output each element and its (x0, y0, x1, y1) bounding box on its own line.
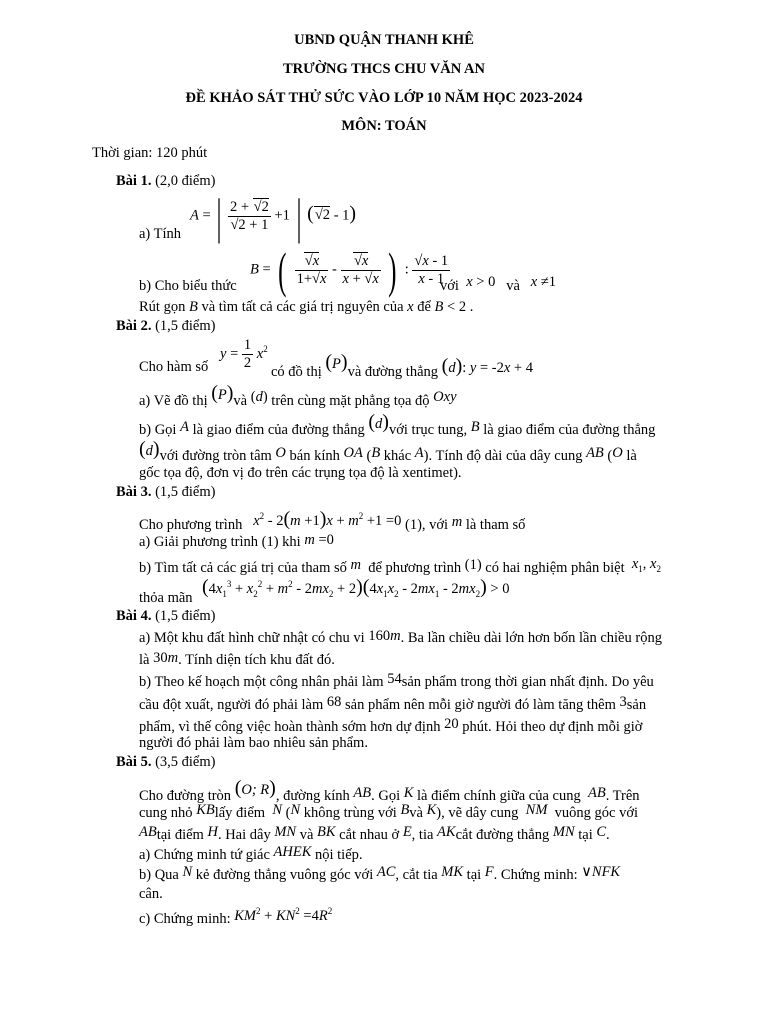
bai5-a: a) Chứng minh tứ giác AHEK nội tiếp. (139, 844, 363, 863)
bai1-condition: với x > 0 và x ≠1 (440, 274, 557, 294)
bai2-line1: Cho hàm số (139, 359, 209, 375)
bai1-heading: Bài 1. (2,0 điểm) (116, 173, 216, 189)
bai1-expression-B: B = ( $\frac{√x}{1+√x}$ - $\frac{√x}{x + √x}$ ) : $\frac{√x - 1}{x - 1}$ (250, 242, 449, 298)
bai5-line2: cung nhỏ KBlấy điểm N (N không trùng với Bvà K), vẽ dây cung NM vuông góc với (139, 802, 639, 821)
bai3-heading: Bài 3. (1,5 điểm) (116, 484, 216, 500)
bai2-heading: Bài 2. (1,5 điểm) (116, 318, 216, 334)
bai4-a-line1: a) Một khu đất hình chữ nhật có chu vi 160m. Ba lần chiều dài lớn hơn bốn lần chiều rộng (139, 628, 662, 646)
bai1-expression-A: A = | $\frac{2 + √2}{√2 + 1}$ +1 | (√2 - 1) (190, 188, 357, 244)
bai5-line3: ABtại điểm H. Hai dây MN và BK cắt nhau ở E, tia AKcắt đường thẳng MN tại C. (139, 824, 610, 843)
exam-title: ĐỀ KHẢO SÁT THỬ SỨC VÀO LỚP 10 NĂM HỌC 2023-2024 (185, 90, 583, 106)
bai5-heading: Bài 5. (3,5 điểm) (116, 754, 216, 770)
bai2-d: gốc tọa độ, đơn vị đo trên các trụng tọa độ là xentimet). (139, 465, 462, 481)
bai1-b-text: b) Cho biểu thức (139, 278, 237, 294)
bai4-b-line2: cầu đột xuất, người đó phải làm 68 sản phẩm nên mỗi giờ người đó làm tăng thêm 3sản (139, 694, 647, 713)
bai3-condition: $(4x_1^3 + x_2^2 + m^2 - 2mx_2 + 2)(4x_1x_2 - 2mx_1 - 2mx_2) > 0$ (202, 576, 510, 599)
bai2-b: b) Gọi A là giao điểm của đường thẳng (d)với trục tung, B là giao điểm của đường thẳng (139, 411, 656, 438)
bai5-b-line2: cân. (139, 886, 163, 902)
bai2-function: y = $\frac{1}{2}$ $x^2$ (220, 337, 268, 371)
bai2-a: a) Vẽ đồ thị (P)và (d) trên cùng mặt phẳng tọa độ Oxy (139, 382, 457, 409)
bai2-c: (d)với đường tròn tâm O bán kính OA (B khác A). Tính độ dài của dây cung AB (O là (139, 438, 637, 464)
bai1-rut-gon: Rút gọn B và tìm tất cả các giá trị nguyên của x để B < 2 . (139, 299, 474, 315)
bai5-b-line1: b) Qua N kẻ đường thẳng vuông góc với AC, cắt tia MK tại F. Chứng minh: ∨NFK (139, 864, 621, 883)
bai4-b-line1: b) Theo kế hoạch một công nhân phải làm 54sản phẩm trong thời gian nhất định. Do yêu (139, 671, 654, 690)
bai3-a: a) Giải phương trình (1) khi m =0 (139, 532, 334, 550)
exam-time: Thời gian: 120 phút (92, 145, 208, 161)
header-org: UBND QUẬN THANH KHÊ (294, 32, 474, 48)
bai4-b-line3: phẩm, vì thế công việc hoàn thành sớm hơn dự định 20 phút. Hỏi theo dự định mỗi giờ (139, 716, 643, 735)
bai2-line1b: có đồ thị (P)và đường thẳng (d): y = -2x + 4 (271, 351, 533, 380)
bai3-line1: Cho phương trình $x^2 - 2(m +1)x + m^2 +1 =0$ (1), với m là tham số (139, 508, 526, 533)
bai1-a-text: a) Tính (139, 226, 182, 242)
bai3-c: thỏa mãn (139, 590, 193, 606)
bai3-b: b) Tìm tất cả các giá trị của tham số m để phương trình (1) có hai nghiệm phân biệt $x_1$, $x_2$ (139, 556, 661, 576)
bai5-c: c) Chứng minh: $KM^2 + KN^2 =4R^2$ (139, 906, 333, 927)
bai5-line1: Cho đường tròn (O; R), đường kính AB. Gọi K là điểm chính giữa của cung AB. Trên (139, 777, 640, 804)
bai4-a-line2: là 30m. Tính diện tích khu đất đó. (139, 650, 335, 668)
bai4-b-line4: người đó phải làm bao nhiêu sản phẩm. (139, 735, 368, 751)
subject-title: MÔN: TOÁN (341, 118, 427, 134)
bai4-heading: Bài 4. (1,5 điểm) (116, 608, 216, 624)
header-school: TRƯỜNG THCS CHU VĂN AN (283, 61, 485, 77)
